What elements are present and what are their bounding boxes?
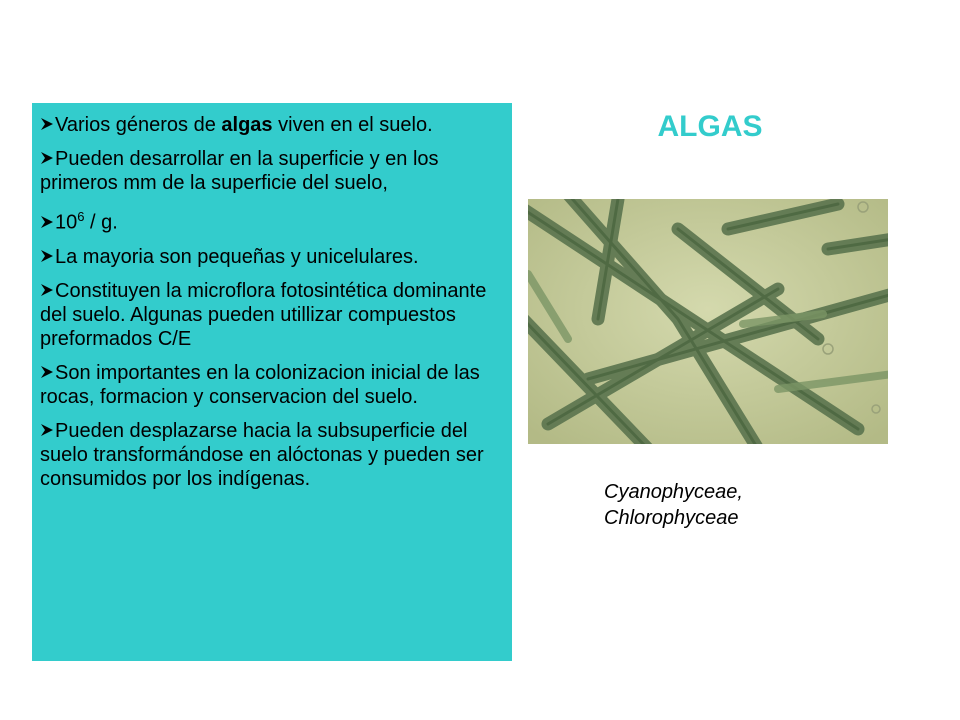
arrow-bullet-icon (40, 423, 54, 437)
bullet-1-pre: Varios géneros de (55, 114, 222, 136)
bullet-5-text: Constituyen la microflora fotosintética dominante del suelo. Algunas pueden utillizar compuestos preformados C/E (40, 279, 487, 350)
bullet-1-bold: algas (221, 114, 273, 136)
slide-title: ALGAS (657, 110, 763, 143)
arrow-bullet-icon (40, 365, 54, 379)
arrow-bullet-icon (40, 283, 54, 297)
bullet-6-text: Son importantes en la colonizacion inicial de las rocas, formacion y conservacion del suelo. (40, 361, 480, 408)
bullet-item-5 (40, 279, 504, 351)
bullet-item-2 (40, 147, 504, 195)
bullet-item-6 (40, 361, 504, 409)
bullet-4-text: La mayoria son pequeñas y unicelulares. (55, 245, 419, 268)
bullet-3-rest: / g. (84, 211, 118, 234)
bullet-7-text: Pueden desplazarse hacia la subsuperficie del suelo transformándose en alóctonas y pueden ser consumidos por los indígenas. (40, 419, 484, 490)
bullet-item-4 (40, 245, 504, 269)
caption-line-1: Cyanophyceae, (604, 481, 743, 503)
arrow-bullet-icon (40, 151, 54, 165)
bullet-2-text: Pueden desarrollar en la superficie y en los primeros mm de la superficie del suelo, (40, 148, 439, 194)
bullet-1-post: viven en el suelo. (272, 114, 433, 136)
bullet-item-7 (40, 419, 504, 491)
bullet-item-1 (40, 113, 504, 137)
bullet-3-base: 10 (55, 211, 78, 234)
image-caption (604, 479, 743, 531)
algae-micrograph-image (528, 199, 888, 444)
arrow-bullet-icon (40, 215, 54, 229)
caption-line-2: Chlorophyceae (604, 507, 739, 529)
arrow-bullet-icon (40, 117, 54, 131)
arrow-bullet-icon (40, 249, 54, 263)
bullet-item-3 (40, 205, 504, 235)
bullet-3-exponent: 6 (77, 209, 85, 224)
bullet-panel (32, 103, 512, 661)
